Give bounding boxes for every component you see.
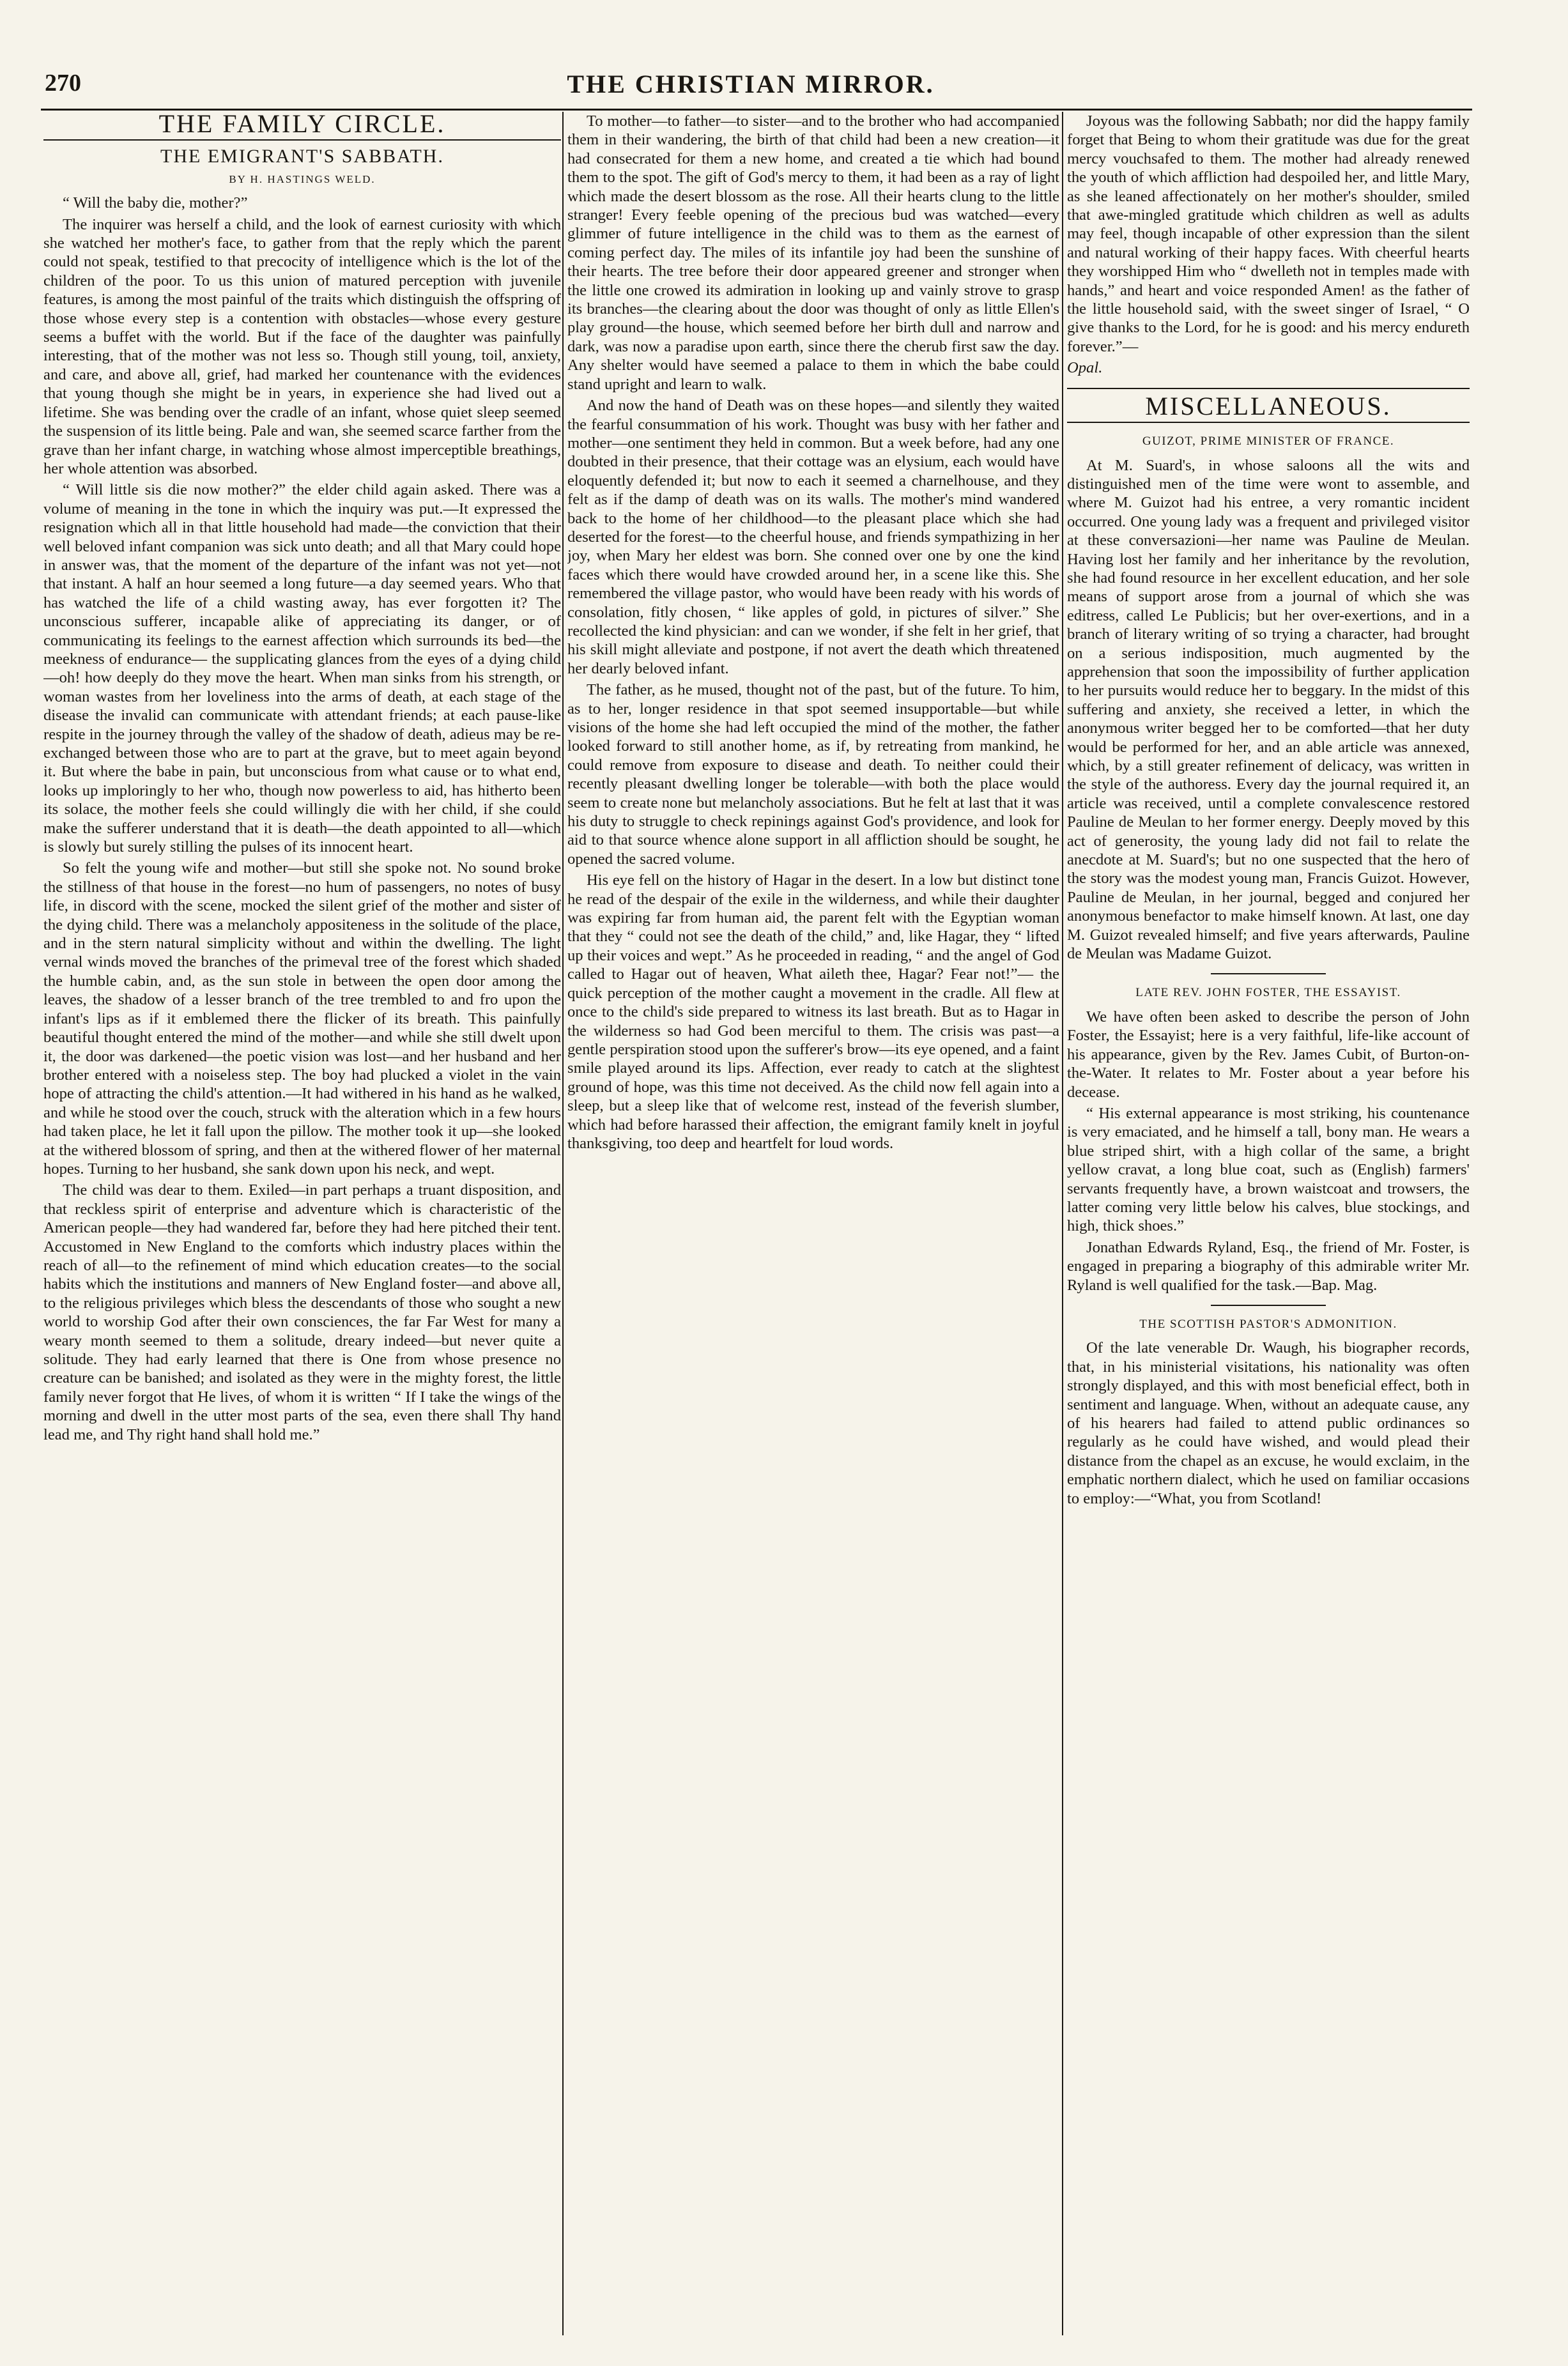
- article-title: THE SCOTTISH PASTOR'S ADMONITION.: [1139, 1317, 1397, 1331]
- column-1: [43, 112, 561, 2335]
- header-rule: [41, 109, 1472, 111]
- paragraph: The father, as he mused, thought not of the past, but of the future. To him, as to her, longer residence in that spot seemed insupportable—but while visions of the home she had left occupied the mind of the mother, the father looked forward to still another home, as if, by retreating from mankind, he could remove from exposure to disease and death. To neither could their recently pleasant dwelling longer be tolerable—with both the place would seem to create none but melancholy associations. But he felt at last that it was his duty to struggle to check repinings against God's providence, and look for aid to that source whence alone support in all affliction should be sought, he opened the sacred volume.: [567, 681, 1059, 868]
- column-2: [567, 112, 1059, 2335]
- paragraph: The child was dear to them. Exiled—in part perhaps a truant disposition, and that reckless spirit of enterprise and adventure which is characteristic of the American people—they had wandered far, before they had here pitched their tent. Accustomed in New England to the comforts which industry places within the reach of all—to the refinement of mind which education creates—to the social habits which the institutions and manners of New England foster—and above all, to the religious privileges which bless the descendants of those who sought a new world to worship God after their own consciences, the far Far West for many a weary month seemed to them a solitude, dreary indeed—but never quite a solitude. They had early learned that there is One from whose presence no creature can be banished; and isolated as they were in the mighty forest, the little family never forgot that He lives, of whom it is written “ If I take the wings of the morning and dwell in the utter most parts of the sea, even there shall Thy hand lead me, and Thy right hand shall hold me.”: [43, 1181, 561, 1443]
- article-title: LATE REV. JOHN FOSTER, THE ESSAYIST.: [1135, 986, 1401, 1000]
- page-number: 270: [45, 70, 81, 96]
- section-title-family-circle: THE FAMILY CIRCLE.: [43, 114, 561, 141]
- article-divider: [1211, 973, 1326, 974]
- paragraph: Jonathan Edwards Ryland, Esq., the friend of Mr. Foster, is engaged in preparing a biography of this admirable writer Mr. Ryland is well qualified for the task.—Bap. Mag.: [1067, 1238, 1470, 1294]
- column-divider-2: [1062, 112, 1063, 2335]
- paragraph: At M. Suard's, in whose saloons all the wits and distinguished men of the time were wont to assemble, and where M. Guizot had his entree, a very romantic incident occurred. One young lady was a frequent and privileged visitor at these conversazioni—her name was Pauline de Meulan. Having lost her family and her inheritance by the revolution, she had found resource in her excellent education, and her sole means of support arose from a journal of which she was editress, called Le Publicis; but her over-exertions, and in a branch of literary writing of so trying a character, had brought on a serious indisposition, much augmented by the apprehension that soon the impossibility of further application to her pursuits would reduce her to beggary. In the midst of this suffering and anxiety, she received a letter, in which the anonymous writer begged her to be comforted—that her duty would be performed for her, and an able article was annexed, which, by a still greater refinement of delicacy, was written in the style of the authoress. Every day the journal required it, an article was received, until a complete convalescence restored Pauline de Meulan to her former energy. Deeply moved by this act of generosity, the young lady did not fail to relate the anecdote at M. Suard's; but no one suspected that the hero of the story was the modest young man, Francis Guizot. However, Pauline de Meulan, in her journal, begged and conjured her anonymous benefactor to make himself known. At last, one day M. Guizot revealed himself; and five years afterwards, Pauline de Meulan was Madame Guizot.: [1067, 456, 1470, 963]
- paragraph: “ Will the baby die, mother?”: [63, 194, 248, 212]
- paragraph: We have often been asked to describe the person of John Foster, the Essayist; here is a very faithful, life-like account of his appearance, given by the Rev. James Cubit, of Burton-on-the-Water. It relates to Mr. Foster about a year before his decease.: [1067, 1008, 1470, 1101]
- page-header: [45, 69, 1457, 107]
- paragraph: And now the hand of Death was on these hopes—and silently they waited the fearful consummation of his work. Thought was busy with her father and mother—one sentiment they held in common. But a week before, had any one doubted in their presence, that their cottage was an elysium, each would have eloquently defended it; but now to each it seemed a charnelhouse, and they felt as if the damp of death was on its walls. The mother's mind wandered back to the home of her childhood—to the pleasant place which she had deserted for the forest—to the cheerful house, and friends sympathizing in her joy, when Mary her eldest was born. She conned over one by one the kind faces which there would have crowded around her, in a scene like this. She remembered the village pastor, who would have been ready with his words of consolation, fitly chosen, “ like apples of gold, in pictures of silver.” She recollected the kind physician: and can we wonder, if she felt in her grief, that his skill might alleviate and postpone, if not avert the death which threatened her dearly beloved infant.: [567, 397, 1059, 677]
- article-divider: [1211, 1305, 1326, 1306]
- paragraph: “ His external appearance is most striking, his countenance is very emaciated, and he himself a tall, bony man. He wears a blue striped shirt, with a high collar of the same, a bright yellow cravat, a long blue coat, such as (English) farmers' servants frequently have, a brown waistcoat and trowsers, the latter coming very little below his calves, blue stockings, and high, thick shoes.”: [1067, 1104, 1470, 1235]
- paragraph: To mother—to father—to sister—and to the brother who had accompanied them in their wandering, the birth of that child had been a new creation—it had consecrated for them a new home, and created a tie which had bound them to the spot. The gift of God's mercy to them, it had been as a ray of light which made the desert blossom as the rose. All their hearts clung to the little stranger! Every feeble opening of the precious bud was watched—every glimmer of future intelligence in the child was to them as the earnest of coming perfect day. The miles of its infantile joy had been the sunshine of their hearts. The tree before their door appeared greener and stronger when the little one crowed its admiration in looking up and vainly strove to grasp its branches—the clearing about the door was thought of only as little Ellen's play ground—the house, which seemed before her birth dull and narrow and dark, was now a paradise upon earth, since there the cherub first saw the day. Any shelter would have seemed a palace to them in which the babe could stand upright and learn to walk.: [567, 112, 1059, 393]
- signature: Opal.: [1067, 359, 1103, 377]
- paragraph: His eye fell on the history of Hagar in the desert. In a low but distinct tone he read of the despair of the exile in the wilderness, and while their daughter was expiring far from human aid, the parent felt with the Egyptian woman that they “ could not see the death of the child,” and, like Hagar, they “ lifted up their voices and wept.” As he proceeded in reading, “ and the angel of God called to Hagar out of heaven, What aileth thee, Hagar? Fear not!”— the quick perception of the mother caught a movement in the cradle. All flew at once to the child's side prepared to witness its last breath. But as to Hagar in the wilderness so had God been merciful to them. The crisis was past—a gentle perspiration stood upon the sufferer's brow—its eye opened, and a faint smile played around its lips. Affection, ever ready to catch at the slightest ground of hope, was this time not deceived. As the child now fell again into a sleep, but a sleep like that of welcome rest, instead of the feverish slumber, which had before harassed their affection, the emigrant family knelt in joyful thanksgiving, too deep and heartfelt for loud words.: [567, 872, 1059, 1152]
- paragraph: So felt the young wife and mother—but still she spoke not. No sound broke the stillness of that house in the forest—no hum of passengers, no notes of busy life, in discord with the scene, mocked the silent grief of the mother and sister of the dying child. There was a melancholy appositeness in the solitude of the place, and in the stern natural simplicity without and within the dwelling. The light vernal winds moved the branches of the primeval tree of the forest which shaded the humble cabin, and, as the sun stole in between the open door among the leaves, the shadow of a lesser branch of the tree trembled to and fro upon the infant's lips as if it emblemed there the flicker of its breath. This painfully beautiful thought entered the mind of the mother—and while she still dwelt upon it, the door was darkened—the poetic vision was lost—and her husband and her brother entered with a noiseless step. The boy had plucked a violet in the vain hope of attracting the child's attention.—It had withered in his hand as he walked, and while he stood over the couch, struck with the alteration which in a few hours had taken place, he let it fall upon the pillow. The mother took it up—she looked at the withered blossom of spring, and then at the withered flower of her maternal hopes. Turning to her husband, she sank down upon his neck, and wept.: [43, 859, 561, 1178]
- paragraph: “ Will little sis die now mother?” the elder child again asked. There was a volume of meaning in the tone in which the inquiry was put.—It expressed the resignation which all in that little household had made—the conviction that their well beloved infant companion was sick unto death; and all that Mary could hope in answer was, that the moment of the departure of the infant was not yet—not that instant. A half an hour seemed a long future—a day seemed years. Who that has watched the life of a child wasting away, has ever forgotten it? The unconscious sufferer, incapable alike of appreciating its danger, or of communicating its feelings to the earnest affection which surrounds its bed—the meekness of endurance— the supplicating glances from the eyes of a dying child—oh! how deeply do they move the heart. When man sinks from his strength, or woman wastes from her loveliness into the arms of death, at each stage of the disease the invalid can communicate with attendant friends; at each pause-like respite in the journey through the valley of the shadow of death, adieus may be re-exchanged between those who are to part at the grave, but to meet again beyond it. But where the babe in pain, but unconscious from what cause or to what end, looks up imploringly to her who, though now powerless to aid, has hitherto been its solace, the mother feels she could willingly die with her child, if she could make the sufferer understand that it is death—the death appointed to all—which is slowly but surely stilling the pulses of its innocent heart.: [43, 481, 561, 856]
- paragraph: Joyous was the following Sabbath; nor did the happy family forget that Being to whom their gratitude was due for the great mercy vouchsafed to them. The mother had already renewed the youth of which affliction had despoiled her, and little Mary, as she leaned affectionately on her mother's shoulder, smiled that awe-mingled gratitude which children as well as adults may feel, though incapable of other expression than the silent and natural working of their happy faces. With cheerful hearts they worshipped Him who “ dwelleth not in temples made with hands,” and heart and voice responded Amen! as the father of the little household said, with the sweet singer of Israel, “ O give thanks to the Lord, for he is good: and his mercy endureth forever.”—: [1067, 112, 1470, 355]
- masthead: THE CHRISTIAN MIRROR.: [567, 70, 935, 98]
- section-rule: [1067, 388, 1470, 389]
- paragraph: Of the late venerable Dr. Waugh, his biographer records, that, in his ministerial visitations, his nationality was often strongly displayed, and this with most beneficial effect, both in sentiment and language. When, without an adequate cause, any of his hearers had failed to attend public ordinances so regularly as he could have wished, and would plead their distance from the chapel as an excuse, he would exclaim, in the emphatic northern dialect, which he used on familiar occasions to employ:—“What, you from Scotland!: [1067, 1339, 1470, 1507]
- article-title: GUIZOT, PRIME MINISTER OF FRANCE.: [1142, 434, 1395, 449]
- article-title: THE EMIGRANT'S SABBATH.: [160, 146, 444, 167]
- column-3: [1067, 112, 1470, 2335]
- column-divider-1: [562, 112, 564, 2335]
- section-title-miscellaneous: MISCELLANEOUS.: [1067, 397, 1470, 423]
- paragraph: The inquirer was herself a child, and the look of earnest curiosity with which she watched her mother's face, to gather from that the reply which the parent could not speak, testified to that precocity of intelligence which is the lot of the children of the poor. To us this union of matured perception with juvenile features, is among the most painful of the traits which distinguish the offspring of those whose every step is a contention with obstacles—whose every gesture seems a buffet with the world. But if the face of the daughter was painfully interesting, that of the mother was not less so. Though still young, toil, anxiety, and care, and above all, grief, had marked her countenance with the evidences that young though she might be in years, in experience she had lived out a lifetime. She was bending over the cradle of an infant, whose quiet sleep seemed the suspension of its little being. Pale and wan, she seemed scarce farther from the grave than her infant charge, in watching whose almost imperceptible breathings, her whole attention was absorbed.: [43, 215, 561, 477]
- byline: BY H. HASTINGS WELD.: [229, 173, 376, 185]
